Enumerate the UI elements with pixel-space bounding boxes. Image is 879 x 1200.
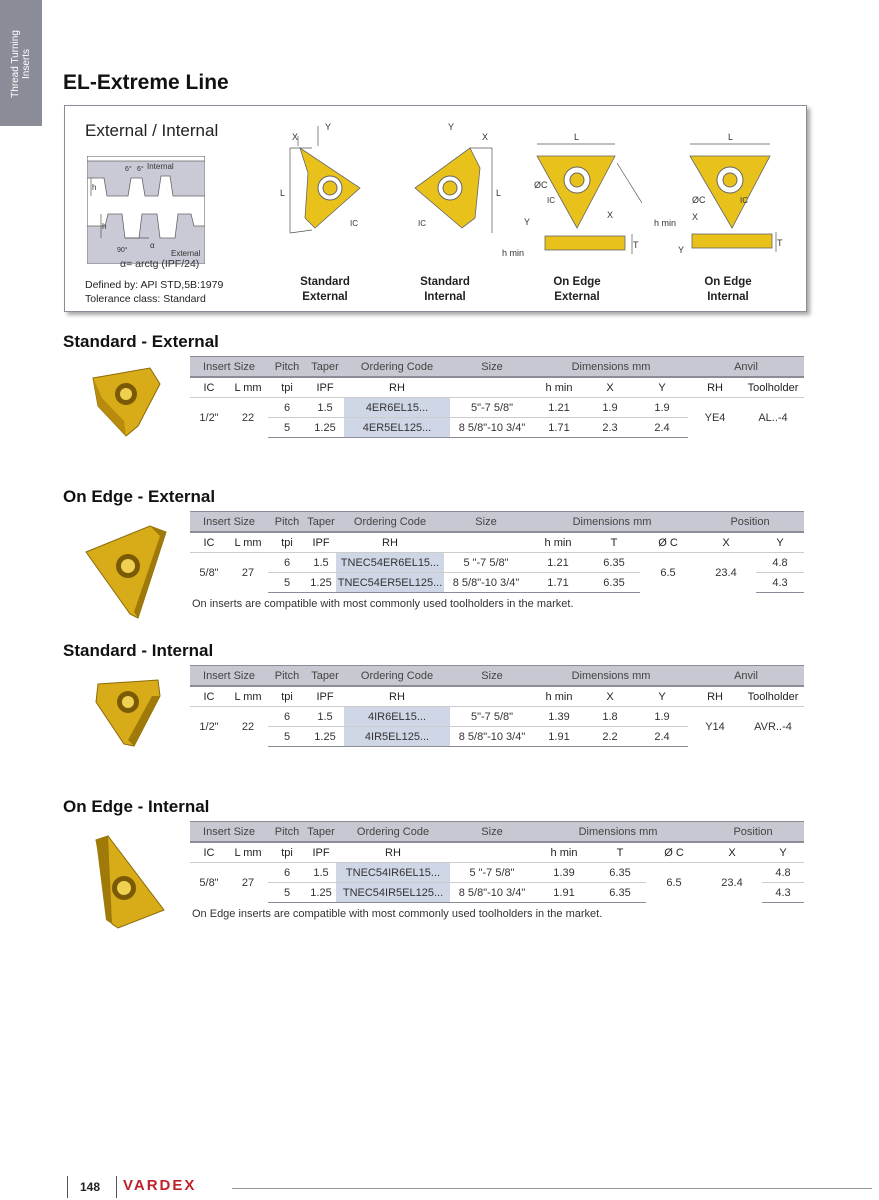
standard-external-diagram [270, 118, 380, 243]
alpha-formula: α= arctg (IPF/24) [120, 258, 200, 270]
table-subheader [190, 686, 804, 707]
sub-tpi: tpi [268, 377, 306, 398]
fig4-ic: IC [740, 196, 748, 205]
profile-alpha: α [150, 241, 155, 250]
fig3-hmin: h min [502, 248, 525, 258]
sub-tpi: tpi [268, 532, 306, 553]
sub-toolholder: Toolholder [742, 377, 804, 398]
fig4-x: X [692, 212, 699, 222]
caption-on-edge-external [517, 275, 637, 305]
col-ordering-code: Ordering Code [344, 357, 450, 378]
compatibility-note: On inserts are compatible with most commonly used toolholders in the market. [192, 598, 574, 610]
sub-t: T [588, 532, 640, 553]
section-title-standard-external: Standard - External [63, 332, 219, 351]
cell-tpi: 6 [268, 863, 306, 883]
cell-y: 4.3 [756, 573, 804, 593]
col-position: Position [702, 822, 804, 843]
fig4-y: Y [678, 245, 685, 255]
cell-tpi: 5 [268, 573, 306, 593]
col-pitch: Pitch [268, 666, 306, 687]
caption-standard-internal [385, 275, 505, 305]
col-position: Position [696, 512, 804, 533]
table-header-group [190, 822, 804, 843]
fig3-y: Y [524, 217, 531, 227]
profile-angle-3: 90° [117, 247, 128, 254]
sub-lmm: L mm [228, 377, 268, 398]
page-number: 148 [80, 1180, 101, 1194]
cell-y: 4.8 [762, 863, 804, 883]
caption-line1: On Edge [553, 276, 601, 288]
table-header-group [190, 666, 804, 687]
col-ordering-code: Ordering Code [336, 512, 444, 533]
sub-y: Y [756, 532, 804, 553]
cell-hmin: 1.71 [528, 573, 588, 593]
profile-angle-2: 6° [137, 166, 144, 173]
col-insert-size: Insert Size [190, 822, 268, 843]
brand-logo[interactable]: VARDEX [123, 1177, 197, 1194]
cell-anvil-rh: YE4 [688, 398, 742, 438]
profile-h-bottom: h [102, 222, 107, 231]
cell-size: 8 5/8"-10 3/4" [450, 418, 534, 438]
col-dimensions: Dimensions mm [534, 357, 688, 378]
col-size: Size [444, 512, 528, 533]
cell-dim3: 1.9 [636, 707, 688, 727]
cell-hmin: 1.21 [528, 553, 588, 573]
sub-lmm: L mm [228, 842, 268, 863]
col-taper: Taper [306, 666, 344, 687]
on-edge-external-diagram [497, 128, 642, 258]
cell-anvil-rh: Y14 [688, 707, 742, 747]
standard-internal-insert-image [90, 674, 166, 750]
cell-code[interactable]: TNEC54IR6EL15... [336, 863, 450, 883]
table-row [190, 553, 804, 573]
sub-size [450, 842, 534, 863]
table-on-edge-external [190, 511, 804, 593]
col-insert-size: Insert Size [190, 666, 268, 687]
cell-dim2: 1.8 [584, 707, 636, 727]
sub-dim3: Y [636, 686, 688, 707]
cell-hmin: 1.39 [534, 707, 584, 727]
fig2-ic: IC [418, 219, 426, 228]
cell-ipf: 1.5 [306, 707, 344, 727]
fig4-hmin: h min [654, 218, 677, 228]
info-box [64, 105, 807, 312]
sub-ipf: IPF [306, 377, 344, 398]
fig1-ic: IC [350, 219, 358, 228]
fig3-t: T [633, 240, 639, 250]
cell-tpi: 5 [268, 883, 306, 903]
profile-h-top: h [92, 183, 97, 192]
col-taper: Taper [306, 822, 336, 843]
fig2-l: L [496, 188, 502, 198]
table-row [190, 707, 804, 727]
standard-definition [85, 278, 223, 306]
sub-ipf: IPF [306, 842, 336, 863]
cell-size: 5"-7 5/8" [450, 707, 534, 727]
cell-ipf: 1.25 [306, 418, 344, 438]
fig2-x: X [482, 132, 489, 142]
on-edge-internal-insert-image [88, 832, 170, 932]
fig3-x: X [607, 210, 614, 220]
sub-dim3: Y [636, 377, 688, 398]
sub-hmin: h min [534, 842, 594, 863]
col-anvil: Anvil [688, 357, 804, 378]
col-taper: Taper [306, 512, 336, 533]
cell-ic: 5/8" [190, 863, 228, 903]
footer-divider-left [67, 1176, 68, 1198]
cell-tpi: 6 [268, 553, 306, 573]
sub-t: T [594, 842, 646, 863]
sub-size [450, 686, 534, 707]
sub-oc: Ø C [640, 532, 696, 553]
sub-rh: RH [344, 377, 450, 398]
thread-profile-diagram [87, 156, 205, 264]
cell-hmin: 1.91 [534, 727, 584, 747]
cell-ipf: 1.5 [306, 863, 336, 883]
caption-line1: On Edge [704, 276, 752, 288]
caption-on-edge-internal [668, 275, 788, 305]
cell-size: 8 5/8"-10 3/4" [450, 727, 534, 747]
cell-tpi: 5 [268, 727, 306, 747]
info-heading: External / Internal [85, 121, 219, 140]
sub-toolholder: Toolholder [742, 686, 804, 707]
sub-size [444, 532, 528, 553]
sub-ic: IC [190, 842, 228, 863]
col-dimensions: Dimensions mm [528, 512, 696, 533]
standard-external-insert-image [88, 366, 166, 438]
cell-code[interactable]: 4ER6EL15... [344, 398, 450, 418]
col-taper: Taper [306, 357, 344, 378]
fig4-oc: ØC [692, 195, 706, 205]
table-on-edge-internal [190, 821, 804, 903]
fig1-y: Y [325, 122, 332, 132]
cell-ipf: 1.25 [306, 883, 336, 903]
on-edge-internal-diagram [652, 128, 797, 258]
table-header-group [190, 357, 804, 378]
col-pitch: Pitch [268, 822, 306, 843]
side-tab-line2: Inserts [21, 48, 32, 80]
profile-external-label: External [171, 249, 201, 258]
cell-t: 6.35 [594, 883, 646, 903]
cell-l: 27 [228, 863, 268, 903]
sub-x: X [702, 842, 762, 863]
cell-dim3: 2.4 [636, 418, 688, 438]
sub-hmin: h min [534, 377, 584, 398]
sub-ipf: IPF [306, 532, 336, 553]
cell-ic: 1/2" [190, 398, 228, 438]
cell-toolholder: AVR..-4 [742, 707, 804, 747]
cell-code[interactable]: 4ER5EL125... [344, 418, 450, 438]
fig2-y: Y [448, 122, 455, 132]
sub-tpi: tpi [268, 686, 306, 707]
cell-hmin: 1.71 [534, 418, 584, 438]
cell-ipf: 1.5 [306, 553, 336, 573]
sub-rh: RH [336, 532, 444, 553]
cell-size: 8 5/8"-10 3/4" [444, 573, 528, 593]
cell-t: 6.35 [588, 553, 640, 573]
caption-line2: Internal [707, 291, 749, 303]
cell-l: 22 [228, 398, 268, 438]
fig3-l: L [574, 132, 580, 142]
col-dimensions: Dimensions mm [534, 822, 702, 843]
footer-rule [232, 1188, 872, 1189]
cell-dim3: 2.4 [636, 727, 688, 747]
cell-dim2: 2.3 [584, 418, 636, 438]
sub-anvil-rh: RH [688, 377, 742, 398]
sub-size [450, 377, 534, 398]
cell-toolholder: AL..-4 [742, 398, 804, 438]
sub-rh: RH [344, 686, 450, 707]
cell-code[interactable]: 4IR5EL125... [344, 727, 450, 747]
caption-line2: Internal [424, 291, 466, 303]
sub-oc: Ø C [646, 842, 702, 863]
fig1-x: X [292, 132, 299, 142]
sub-tpi: tpi [268, 842, 306, 863]
cell-size: 5 "-7 5/8" [444, 553, 528, 573]
table-row [190, 398, 804, 418]
sub-x: X [696, 532, 756, 553]
cell-code[interactable]: TNEC54ER6EL15... [336, 553, 444, 573]
sub-ic: IC [190, 686, 228, 707]
cell-y: 4.3 [762, 883, 804, 903]
cell-hmin: 1.91 [534, 883, 594, 903]
cell-tpi: 5 [268, 418, 306, 438]
cell-size: 5 "-7 5/8" [450, 863, 534, 883]
cell-tpi: 6 [268, 707, 306, 727]
sub-ic: IC [190, 377, 228, 398]
col-ordering-code: Ordering Code [336, 822, 450, 843]
cell-l: 27 [228, 553, 268, 593]
col-size: Size [450, 357, 534, 378]
section-title-on-edge-external: On Edge - External [63, 487, 216, 506]
side-tab-label [10, 30, 32, 98]
table-standard-internal [190, 665, 804, 747]
fig1-l: L [280, 188, 286, 198]
col-anvil: Anvil [688, 666, 804, 687]
sub-dim2: X [584, 686, 636, 707]
defined-by: Defined by: API STD,5B:1979 [85, 279, 224, 291]
cell-l: 22 [228, 707, 268, 747]
fig4-l: L [728, 132, 734, 142]
col-insert-size: Insert Size [190, 512, 268, 533]
profile-internal-label: Internal [147, 162, 174, 171]
cell-code[interactable]: TNEC54ER5EL125... [336, 573, 444, 593]
cell-y: 4.8 [756, 553, 804, 573]
caption-line2: External [302, 291, 348, 303]
table-row [190, 863, 804, 883]
table-subheader [190, 532, 804, 553]
cell-ipf: 1.25 [306, 573, 336, 593]
cell-dim3: 1.9 [636, 398, 688, 418]
cell-ic: 5/8" [190, 553, 228, 593]
cell-t: 6.35 [588, 573, 640, 593]
sub-ipf: IPF [306, 686, 344, 707]
side-tab[interactable] [0, 0, 42, 126]
cell-t: 6.35 [594, 863, 646, 883]
cell-ipf: 1.25 [306, 727, 344, 747]
cell-size: 8 5/8"-10 3/4" [450, 883, 534, 903]
table-subheader [190, 842, 804, 863]
col-insert-size: Insert Size [190, 357, 268, 378]
caption-standard-external [265, 275, 385, 305]
sub-dim2: X [584, 377, 636, 398]
cell-ic: 1/2" [190, 707, 228, 747]
col-dimensions: Dimensions mm [534, 666, 688, 687]
col-size: Size [450, 666, 534, 687]
cell-hmin: 1.21 [534, 398, 584, 418]
page-title: EL-Extreme Line [63, 71, 229, 94]
fig3-ic: IC [547, 196, 555, 205]
fig3-oc: ØC [534, 180, 548, 190]
footer-divider-right [116, 1176, 117, 1198]
sub-ic: IC [190, 532, 228, 553]
cell-x: 23.4 [696, 553, 756, 593]
sub-y: Y [762, 842, 804, 863]
sub-rh: RH [336, 842, 450, 863]
sub-lmm: L mm [228, 532, 268, 553]
col-size: Size [450, 822, 534, 843]
col-pitch: Pitch [268, 357, 306, 378]
col-pitch: Pitch [268, 512, 306, 533]
cell-oc: 6.5 [640, 553, 696, 593]
tolerance-class: Tolerance class: Standard [85, 293, 206, 305]
compatibility-note: On Edge inserts are compatible with most commonly used toolholders in the market. [192, 908, 603, 920]
profile-angle-1: 6° [125, 166, 132, 173]
caption-line1: Standard [420, 276, 470, 288]
cell-hmin: 1.39 [534, 863, 594, 883]
section-title-on-edge-internal: On Edge - Internal [63, 797, 210, 816]
fig4-t: T [777, 238, 783, 248]
side-tab-line1: Thread Turning [10, 30, 21, 98]
cell-code[interactable]: 4IR6EL15... [344, 707, 450, 727]
cell-oc: 6.5 [646, 863, 702, 903]
section-title-standard-internal: Standard - Internal [63, 641, 214, 660]
cell-dim2: 1.9 [584, 398, 636, 418]
on-edge-external-insert-image [80, 522, 170, 622]
sub-hmin: h min [534, 686, 584, 707]
table-standard-external [190, 356, 804, 438]
cell-ipf: 1.5 [306, 398, 344, 418]
cell-code[interactable]: TNEC54IR5EL125... [336, 883, 450, 903]
caption-line2: External [554, 291, 600, 303]
standard-internal-diagram [400, 118, 510, 243]
col-ordering-code: Ordering Code [344, 666, 450, 687]
table-subheader [190, 377, 804, 398]
cell-size: 5"-7 5/8" [450, 398, 534, 418]
sub-anvil-rh: RH [688, 686, 742, 707]
cell-x: 23.4 [702, 863, 762, 903]
table-header-group [190, 512, 804, 533]
sub-hmin: h min [528, 532, 588, 553]
caption-line1: Standard [300, 276, 350, 288]
sub-lmm: L mm [228, 686, 268, 707]
cell-tpi: 6 [268, 398, 306, 418]
cell-dim2: 2.2 [584, 727, 636, 747]
